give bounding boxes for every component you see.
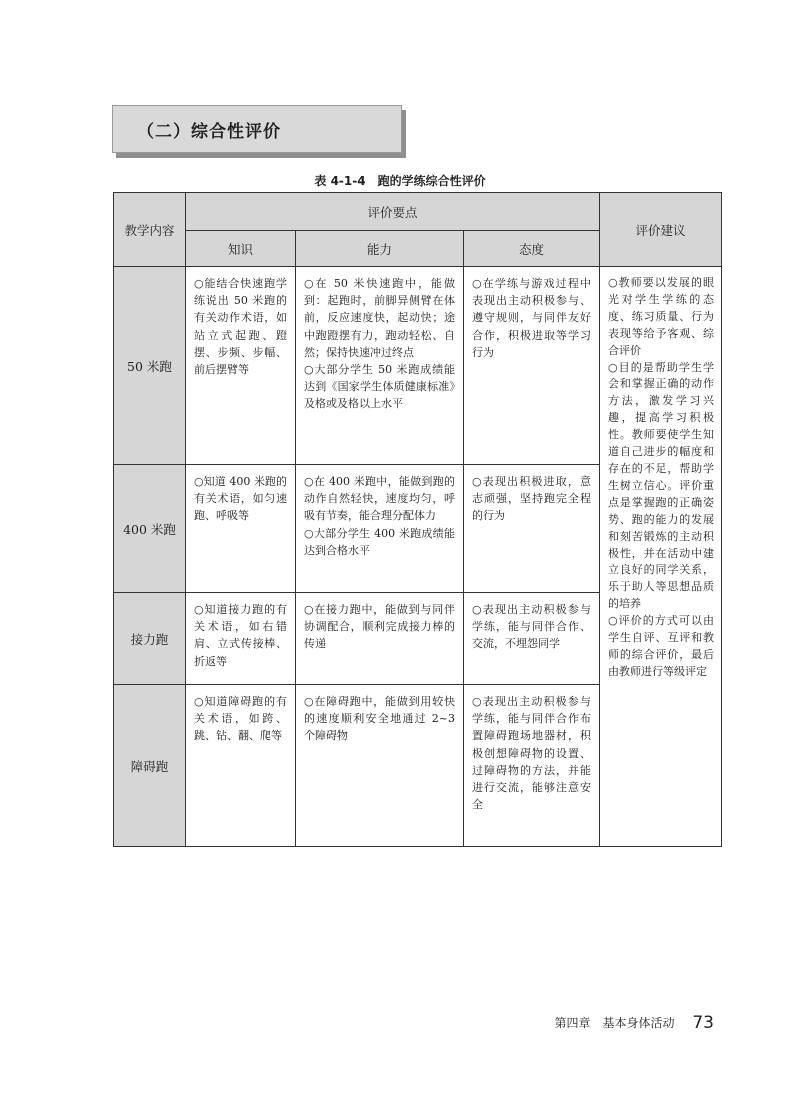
ability-cell — [296, 465, 464, 593]
table-caption: 表 4-1-4 跑的学练综合性评价 — [314, 174, 486, 188]
suggestion-paragraph: ○评价的方式可以由学生自评、互评和教师的综合评价，最后由教师进行等级评定 — [608, 614, 714, 678]
table-row — [114, 267, 722, 465]
cell-paragraph: ○在学练与游戏过程中表现出主动积极参与、遵守规则，与同伴友好合作，积极进取等学习行为 — [472, 277, 591, 359]
row-name: 障碍跑 — [114, 685, 186, 847]
ability-cell — [296, 593, 464, 685]
page-number: 73 — [692, 1013, 714, 1033]
cell-paragraph: ○在 400 米跑中，能做到跑的动作自然轻快，速度均匀，呼吸有节奏，能合理分配体力 — [304, 475, 455, 523]
knowledge-cell — [186, 593, 296, 685]
header-teaching-content: 教学内容 — [114, 193, 186, 267]
header-ability: 能力 — [296, 231, 464, 267]
page-footer — [555, 1013, 714, 1033]
row-name: 50 米跑 — [114, 267, 186, 465]
ability-cell — [296, 267, 464, 465]
attitude-cell — [464, 465, 600, 593]
suggestion-paragraph: ○教师要以发展的眼光对学生学练的态度、练习质量、行为表现等给予客观、综合评价 — [608, 276, 714, 357]
attitude-cell — [464, 593, 600, 685]
knowledge-cell — [186, 465, 296, 593]
knowledge-cell — [186, 685, 296, 847]
section-title: （二）综合性评价 — [137, 122, 281, 142]
chapter-title: 第四章 基本身体活动 — [554, 1016, 675, 1030]
knowledge-cell — [186, 267, 296, 465]
cell-paragraph: ○知道障碍跑的有关术语，如跨、跳、钻、翻、爬等 — [194, 695, 287, 743]
evaluation-table — [113, 192, 722, 847]
header-knowledge: 知识 — [186, 231, 296, 267]
cell-paragraph: ○知道接力跑的有关术语，如右错肩、立式传接棒、折返等 — [194, 603, 287, 668]
cell-paragraph: ○在接力跑中，能做到与同伴协调配合，顺利完成接力棒的传递 — [304, 603, 455, 651]
cell-paragraph: ○表现出主动积极参与学练，能与同伴合作、交流，不埋怨同学 — [472, 603, 591, 651]
cell-paragraph: ○在 50 米快速跑中，能做到：起跑时，前脚异侧臂在体前，反应速度快，起动快；途中跑蹬摆有力，跑动轻松、自然；保持快速冲过终点 — [304, 277, 455, 359]
ability-cell — [296, 685, 464, 847]
header-attitude: 态度 — [464, 231, 600, 267]
cell-paragraph: ○知道 400 米跑的有关术语，如匀速跑、呼吸等 — [194, 475, 287, 523]
attitude-cell — [464, 267, 600, 465]
section-banner — [112, 105, 402, 153]
cell-paragraph: ○大部分学生 400 米跑成绩能达到合格水平 — [304, 526, 455, 557]
header-evaluation-suggestion: 评价建议 — [600, 193, 722, 267]
cell-paragraph: ○表现出积极进取，意志顽强，坚持跑完全程的行为 — [472, 475, 591, 523]
attitude-cell — [464, 685, 600, 847]
suggestion-cell — [600, 267, 722, 847]
cell-paragraph: ○大部分学生 50 米跑成绩能达到《国家学生体质健康标准》及格或及格以上水平 — [304, 363, 455, 411]
cell-paragraph: ○能结合快速跑学练说出 50 米跑的有关动作术语，如站立式起跑、蹬摆、步频、步幅、前后摆臂等 — [194, 277, 287, 377]
row-name: 接力跑 — [114, 593, 186, 685]
cell-paragraph: ○表现出主动积极参与学练，能与同伴合作布置障碍跑场地器材，积极创想障碍物的设置、过障碍物的方法，并能进行交流，能够注意安全 — [472, 695, 591, 812]
header-evaluation-points: 评价要点 — [186, 193, 600, 231]
cell-paragraph: ○在障碍跑中，能做到用较快的速度顺利安全地通过 2~3 个障碍物 — [304, 695, 455, 743]
suggestion-paragraph: ○目的是帮助学生学会和掌握正确的动作方法，激发学习兴趣，提高学习积极性。教师要使学生知道自己进步的幅度和存在的不足，帮助学生树立信心。评价重点是掌握跑的正确姿势、跑的能力的发展和刻苦锻炼的主动积极性，并在活动中建立良好的同学关系，乐于助人等思想品质的培养 — [608, 360, 714, 611]
row-name: 400 米跑 — [114, 465, 186, 593]
